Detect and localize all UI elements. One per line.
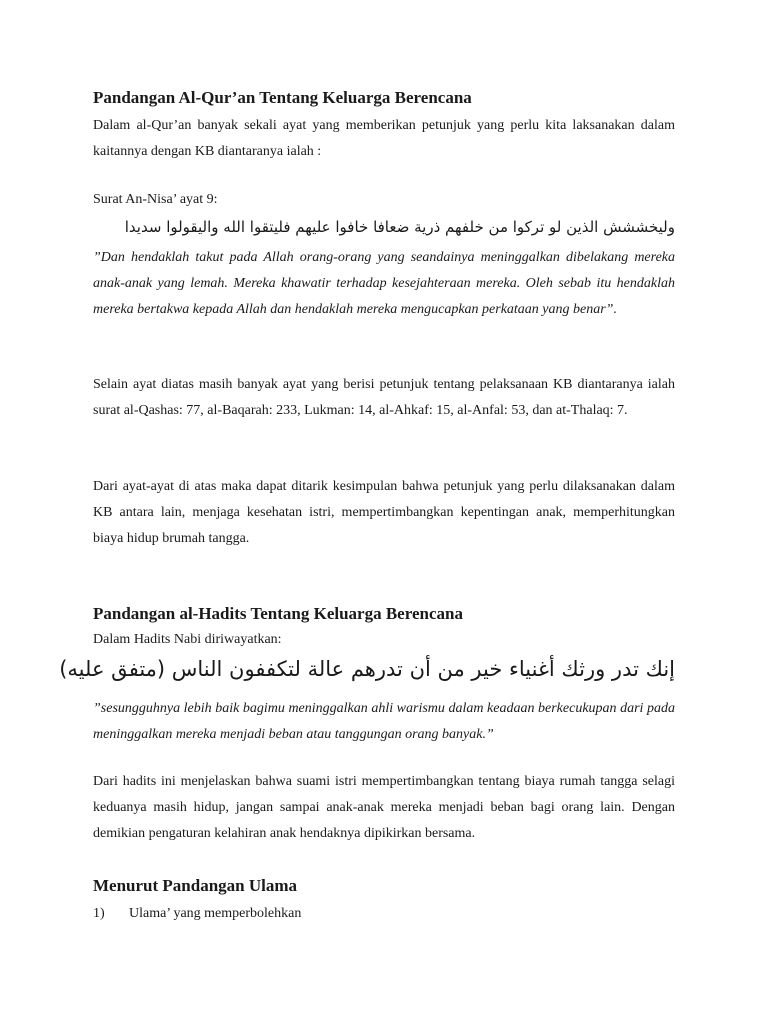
list-item-number: 1) <box>93 906 105 921</box>
quran-translation: ”Dan hendaklah takut pada Allah orang-orang yang seandainya meninggalkan dibelakang mereka anak-anak yang lemah. Mereka khawatir terhadap kesejahteraan mereka. Oleh sebab itu hendaklah mereka bertakwa kepada Allah dan hendaklah mereka mengucapkan perkataan yang benar”. <box>93 250 675 317</box>
surah-label: Surat An-Nisa’ ayat 9: <box>93 192 218 207</box>
hadits-explanation-paragraph: Dari hadits ini menjelaskan bahwa suami istri mempertimbangkan tentang biaya rumah tangga selagi keduanya masih hidup, jangan sampai anak-anak mereka menjadi beban bagi orang lain. Dengan demikian pengaturan kelahiran anak hendaknya dipikirkan bersama. <box>93 774 675 841</box>
hadits-intro: Dalam Hadits Nabi diriwayatkan: <box>93 632 282 647</box>
quran-arabic-verse: وليخششش الذين لو تركوا من خلفهم ذرية ضعافا خافوا عليهم فليتقوا الله واليقولوا سديدا <box>124 218 675 236</box>
quran-conclusion-paragraph: Dari ayat-ayat di atas maka dapat ditarik kesimpulan bahwa petunjuk yang perlu dilaksanakan dalam KB antara lain, menjaga kesehatan istri, mempertimbangkan kepentingan anak, memperhitungkan biaya hidup brumah tangga. <box>93 479 675 546</box>
list-item <box>93 904 301 924</box>
hadits-arabic-text: إنك تدر ورثك أغنياء خير من أن تدرهم عالة لتكففون الناس (متفق عليه) <box>59 657 675 681</box>
section-heading-hadits: Pandangan al-Hadits Tentang Keluarga Berencana <box>93 604 463 623</box>
section-heading-ulama: Menurut Pandangan Ulama <box>93 876 298 895</box>
quran-intro-paragraph: Dalam al-Qur’an banyak sekali ayat yang memberikan petunjuk yang perlu kita laksanakan dalam kaitannya dengan KB diantaranya ialah : <box>93 118 675 159</box>
list-item-text: Ulama’ yang memperbolehkan <box>129 906 302 921</box>
other-verses-paragraph: Selain ayat diatas masih banyak ayat yang berisi petunjuk tentang pelaksanaan KB diantaranya ialah surat al-Qashas: 77, al-Baqarah: 233, Lukman: 14, al-Ahkaf: 15, al-Anfal: 53, dan at-Thalaq: 7. <box>93 377 675 418</box>
section-heading-quran: Pandangan Al-Qur’an Tentang Keluarga Berencana <box>93 88 472 107</box>
hadits-translation: ”sesungguhnya lebih baik bagimu meninggalkan ahli warismu dalam keadaan berkecukupan dari pada meninggalkan mereka menjadi beban atau tanggungan orang banyak.” <box>93 701 675 742</box>
